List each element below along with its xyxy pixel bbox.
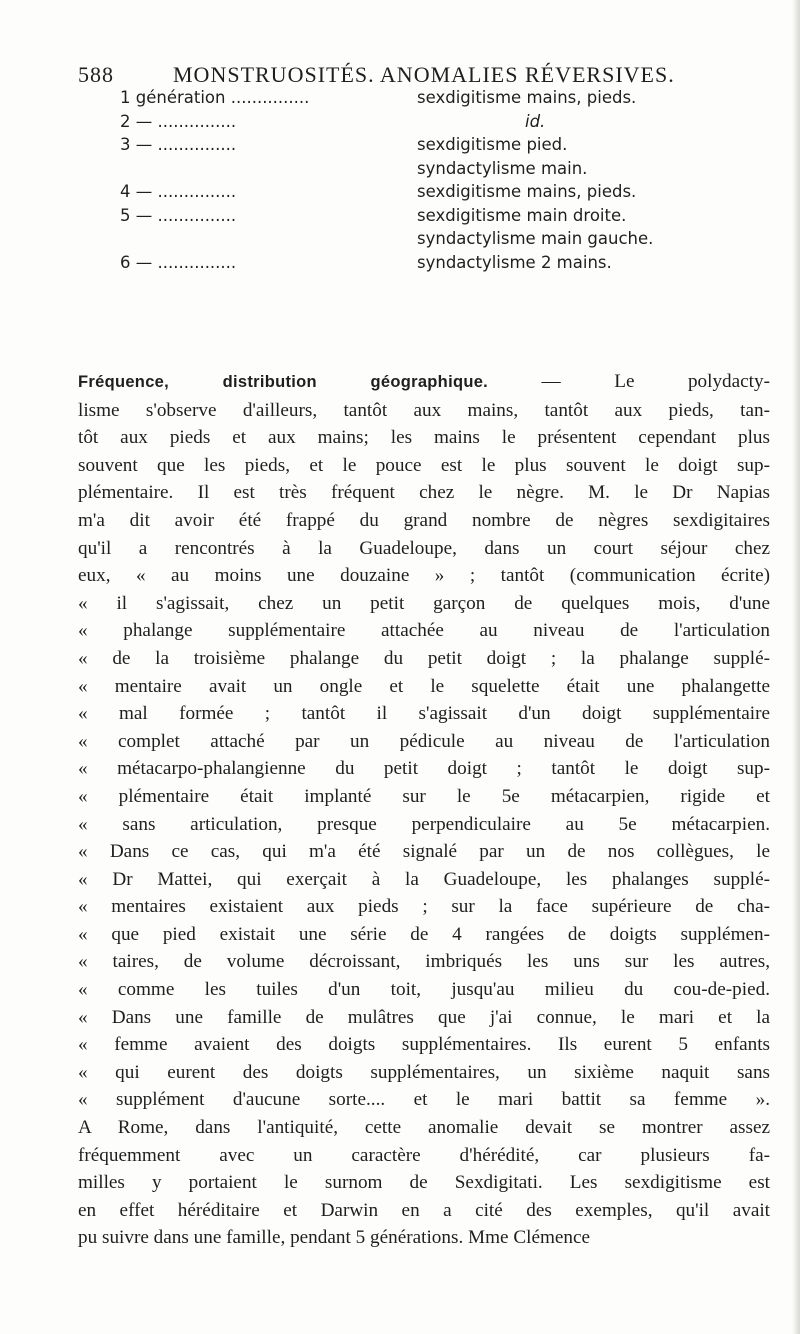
text-line-content: en effet héréditaire et Darwin en a cité des exemples, qu'il avait xyxy=(78,1199,770,1221)
text-line-content: « mentaires existaient aux pieds ; sur la face supérieure de cha- xyxy=(78,896,770,918)
text-line-content: « phalange supplémentaire attachée au niveau de l'articulation xyxy=(78,620,770,642)
text-line-content: qu'il a rencontrés à la Guadeloupe, dans un court séjour chez xyxy=(78,537,770,559)
text-line xyxy=(78,368,770,397)
text-line xyxy=(78,617,770,645)
generation-row xyxy=(120,86,770,110)
text-line-content: « qui eurent des doigts supplémentaires, un sixième naquit sans xyxy=(78,1061,770,1083)
text-line-content: « mal formée ; tantôt il s'agissait d'un doigt supplémentaire xyxy=(78,703,770,725)
page-edge xyxy=(792,0,800,1334)
text-line-content: « de la troisième phalange du petit doigt ; la phalange supplé- xyxy=(78,647,770,669)
text-line xyxy=(78,535,770,563)
text-line-content: « Dans une famille de mulâtres que j'ai connue, le mari et la xyxy=(78,1006,770,1028)
text-line-content: « métacarpo-phalangienne du petit doigt ; tantôt le doigt sup- xyxy=(78,758,770,780)
text-line xyxy=(78,866,770,894)
text-line xyxy=(78,921,770,949)
text-line xyxy=(78,507,770,535)
generation-row xyxy=(120,227,770,251)
text-line-content: lisme s'observe d'ailleurs, tantôt aux mains, tantôt aux pieds, tan- xyxy=(78,399,770,421)
text-line-content: « supplément d'aucune sorte.... et le mari battit sa femme ». xyxy=(78,1089,770,1111)
body-text xyxy=(78,368,770,1252)
text-line xyxy=(78,1142,770,1170)
text-line-content: eux, « au moins une douzaine » ; tantôt (communication écrite) xyxy=(78,565,770,587)
generation-label: 1 génération ............... xyxy=(120,88,310,107)
generation-label: 6 — ............... xyxy=(120,252,237,272)
generation-label: 5 — ............... xyxy=(120,205,237,225)
text-line-content: « femme avaient des doigts supplémentaires. Ils eurent 5 enfants xyxy=(78,1034,770,1056)
text-line-content: « taires, de volume décroissant, imbriqués les uns sur les autres, xyxy=(78,951,770,973)
text-line xyxy=(78,1114,770,1142)
text-line xyxy=(78,645,770,673)
generation-row xyxy=(120,110,770,134)
text-line xyxy=(78,700,770,728)
generation-label xyxy=(120,157,417,181)
generation-label xyxy=(120,227,417,251)
text-line xyxy=(78,397,770,425)
generation-value: id. xyxy=(525,111,546,131)
text-line xyxy=(78,1059,770,1087)
text-line xyxy=(78,893,770,921)
generation-value: syndactylisme 2 mains. xyxy=(417,252,612,272)
text-line-content: « plémentaire était implanté sur le 5e métacarpien, rigide et xyxy=(78,785,770,807)
generation-label: 3 — ............... xyxy=(120,135,237,154)
text-line xyxy=(78,1224,770,1252)
text-line xyxy=(78,562,770,590)
generation-row xyxy=(120,157,770,181)
generation-value: sexdigitisme pied. xyxy=(417,135,568,154)
generation-label: 2 — ............... xyxy=(120,111,237,131)
text-line-content: milles y portaient le surnom de Sexdigitati. Les sexdigitisme est xyxy=(78,1172,770,1194)
page-header xyxy=(78,62,768,88)
text-line xyxy=(78,1031,770,1059)
text-line xyxy=(78,1197,770,1225)
generation-label: 4 — ............... xyxy=(120,182,237,201)
text-line xyxy=(78,755,770,783)
text-line-content: pu suivre dans une famille, pendant 5 générations. Mme Clémence xyxy=(78,1227,591,1249)
text-line xyxy=(78,976,770,1004)
text-line xyxy=(78,1004,770,1032)
generation-table xyxy=(120,86,770,274)
text-line-content: « sans articulation, presque perpendiculaire au 5e métacarpien. xyxy=(78,813,770,835)
text-line-content: plémentaire. Il est très fréquent chez le nègre. M. le Dr Napias xyxy=(78,482,770,504)
page-number: 588 xyxy=(78,62,114,87)
text-line-content: « complet attaché par un pédicule au niveau de l'articulation xyxy=(78,730,770,752)
text-line-content: m'a dit avoir été frappé du grand nombre de nègres sexdigitaires xyxy=(78,509,770,531)
generation-row xyxy=(120,251,770,275)
text-line-content: « il s'agissait, chez un petit garçon de quelques mois, d'une xyxy=(78,592,770,614)
text-line-content: A Rome, dans l'antiquité, cette anomalie devait se montrer assez xyxy=(78,1117,770,1139)
text-line-content: fréquemment avec un caractère d'hérédité, car plusieurs fa- xyxy=(78,1144,770,1166)
generation-row xyxy=(120,133,770,157)
text-line xyxy=(78,673,770,701)
text-line xyxy=(78,811,770,839)
text-line-content: « Dans ce cas, qui m'a été signalé par un de nos collègues, le xyxy=(78,841,770,863)
text-line xyxy=(78,1086,770,1114)
text-line-content: « Dr Mattei, qui exerçait à la Guadeloupe, les phalanges supplé- xyxy=(78,868,770,890)
text-line xyxy=(78,728,770,756)
section-title: Fréquence, distribution géographique. xyxy=(78,373,489,391)
text-line xyxy=(78,948,770,976)
generation-row xyxy=(120,204,770,228)
text-line-content: souvent que les pieds, et le pouce est le plus souvent le doigt sup- xyxy=(78,454,770,476)
text-line-content: — Le polydacty- xyxy=(488,371,770,392)
text-line-content: « comme les tuiles d'un toit, jusqu'au milieu du cou-de-pied. xyxy=(78,979,770,1001)
generation-value: sexdigitisme main droite. xyxy=(417,205,627,225)
running-title: MONSTRUOSITÉS. ANOMALIES RÉVERSIVES. xyxy=(173,62,675,87)
text-line-content: « mentaire avait un ongle et le squelette était une phalangette xyxy=(78,675,770,697)
text-line-content: « que pied existait une série de 4 rangées de doigts supplémen- xyxy=(78,923,770,945)
generation-value: syndactylisme main gauche. xyxy=(417,229,654,248)
text-line xyxy=(78,783,770,811)
text-line xyxy=(78,1169,770,1197)
generation-value: sexdigitisme mains, pieds. xyxy=(417,182,637,201)
generation-value: sexdigitisme mains, pieds. xyxy=(417,88,637,107)
text-line xyxy=(78,590,770,618)
text-line xyxy=(78,424,770,452)
text-line-content: tôt aux pieds et aux mains; les mains le présentent cependant plus xyxy=(78,427,770,449)
generation-row xyxy=(120,180,770,204)
text-line xyxy=(78,452,770,480)
text-line xyxy=(78,838,770,866)
text-line xyxy=(78,479,770,507)
generation-value: syndactylisme main. xyxy=(417,158,588,178)
